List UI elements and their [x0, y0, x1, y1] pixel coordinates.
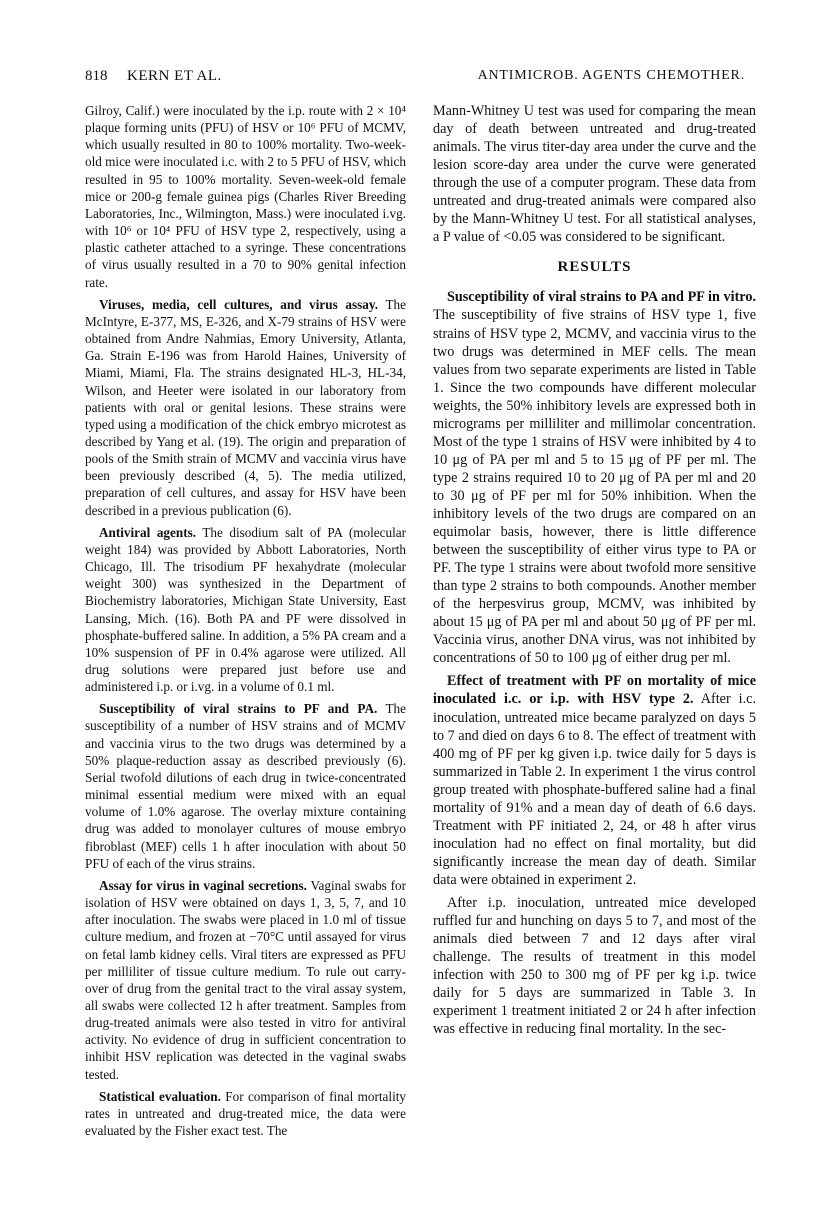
running-header	[85, 68, 745, 90]
section-body: The McIntyre, E-377, MS, E-326, and X-79 strains of HSV were obtained from Andre Nahmias, Emory University, Atlanta, Ga. Strain E-196 was from Harold Haines, University of Miami, Miami, Fla. The strains designated HL-3, HL-34, Wilson, and Heeter were isolated in our laboratory from patients with oral or genital lesions. These strains were typed using a modification of the chick embryo microtest as described by Yang et al. (19). The origin and preparation of pools of the Smith strain of MCMV and vaccinia virus have been previously described (4, 5). The media utilized, preparation of cell cultures, and assay for HSV have been described in a previous publication (6).	[85, 296, 406, 518]
paragraph-ip-inoculation: After i.p. inoculation, untreated mice developed ruffled fur and hunching on days 5 to 7, and most of the animals died between 7 and 12 days after viral challenge. The results of treatment in this model infection with 250 to 300 mg of PF per kg i.p. twice daily for 5 days are summarized in Table 3. In experiment 1 treatment initiated 2 or 24 h after infection was effective in reducing final mortality. In the sec-	[433, 894, 756, 1038]
section-viruses-media	[85, 296, 406, 519]
section-body: Vaginal swabs for isolation of HSV were obtained on days 1, 3, 5, 7, and 10 after inoculation. The swabs were placed in 1.0 ml of tissue culture medium, and frozen at −70°C until assayed for virus on fetal lamb kidney cells. Viral titers are expressed as PFU per milliliter of tissue culture medium. To rule out carry-over of drug from the genital tract to the viral assay system, all swabs were collected 12 h after treatment. Samples from drug-treated animals were also tested in vitro for antiviral activity. No evidence of drug in sufficient concentration to inhibit HSV replication was detected in the vaginal swabs tested.	[85, 877, 406, 1082]
paragraph-statistics-continued: Mann-Whitney U test was used for comparing the mean day of death between untreated and drug-treated animals. The virus titer-day area under the curve and the lesion score-day area under the curve were generated through the use of a computer program. These data from untreated and drug-treated animals were compared also by the Mann-Whitney U test. For all statistical analyses, a P value of <0.05 was considered to be significant.	[433, 103, 756, 246]
section-heading: Effect of treatment with PF on mortality of mice inoculated i.c. or i.p. with HSV type 2.	[433, 673, 756, 708]
section-susceptibility-methods	[85, 700, 406, 872]
section-statistical-evaluation	[85, 1088, 406, 1139]
section-body: The susceptibility of five strains of HSV type 1, five strains of HSV type 2, MCMV, and vaccinia virus to the two drugs was determined in MEF cells. The mean values from two separate experiments are listed in Table 1. Since the two compounds have different molecular weights, the 50% inhibitory levels are expressed both in micrograms per milliliter and millimolar concentration. Most of the type 1 strains of HSV were inhibited by 4 to 10 μg of PA per ml and 5 to 15 μg of PF per ml. The type 2 strains required 10 to 20 μg of PA per ml and 20 to 30 μg of PF per ml for 50% inhibition. When the inhibitory levels of the two drugs are compared on an equimolar basis, however, there is little difference between the susceptibility of either virus type to PA or PF. The type 1 strains were about twofold more sensitive than type 2 strains to both compounds. Another member of the herpesvirus group, MCMV, was inhibited by about 15 μg of PA per ml and about 50 μg of PF per ml. Vaccinia virus, another DNA virus, was not inhibited by concentrations of 50 to 100 μg of either drug per ml.	[433, 307, 756, 667]
section-body: For comparison of final mortality rates in untreated and drug-treated mice, the data were evaluated by the Fisher exact test. The	[85, 1088, 406, 1139]
section-body: After i.c. inoculation, untreated mice became paralyzed on days 5 to 7 and died on days 6 to 8. The effect of treatment with 400 mg of PF per kg given i.p. twice daily for 5 days is summarized in Table 2. In experiment 1 the virus control group treated with phosphate-buffered saline had a final mortality of 91% and a mean day of death of 6.6 days. Treatment with PF initiated 2, 24, or 48 h after virus inoculation had no effect on final mortality, but did significantly increase the mean day of death. Similar data were obtained in experiment 2.	[433, 691, 756, 888]
section-heading: Susceptibility of viral strains to PF and PA.	[99, 701, 378, 717]
section-body: The susceptibility of a number of HSV strains and of MCMV and vaccinia virus to the two drugs was determined by a 50% plaque-reduction assay as described previously (6). Serial twofold dilutions of each drug in twice-concentrated minimal essential medium were mixed with an equal volume of 1.0% agarose. The overlay mixture containing drug was added to monolayer cultures of mouse embryo fibroblast (MEF) cells 1 h after inoculation with about 50 PFU of each of the virus strains.	[85, 701, 406, 871]
journal-name: ANTIMICROB. AGENTS CHEMOTHER.	[477, 68, 745, 83]
paragraph-mice-inoculation: Gilroy, Calif.) were inoculated by the i.p. route with 2 × 10⁴ plaque forming units (PFU) of HSV or 10⁶ PFU of MCMV, which usually resulted in 80 to 100% mortality. Two-week-old mice were inoculated i.c. with 2 to 5 PFU of HSV, which resulted in 95 to 100% mortality. Seven-week-old female mice or 200-g female guinea pigs (Charles River Breeding Laboratories, Inc., Wilmington, Mass.) were inoculated i.vg. with 10⁶ or 10⁴ PFU of HSV type 2, respectively, using a plastic catheter attached to a syringe. These concentrations of virus usually resulted in a 70 to 90% genital infection rate.	[85, 103, 406, 290]
section-heading: Viruses, media, cell cultures, and virus assay.	[99, 296, 379, 312]
page-number: 818	[85, 68, 108, 84]
section-body: The disodium salt of PA (molecular weight 184) was provided by Abbott Laboratories, North Chicago, Ill. The trisodium PF hexahydrate (molecular weight 300) was synthesized in the Department of Biochemistry laboratories, Michigan State University, East Lansing, Mich. (16). Both PA and PF were dissolved in phosphate-buffered saline. In addition, a 5% PA cream and a 10% suspension of PF in 0.4% agarose were utilized. All drug solutions were prepared just before use and administered i.p. or i.vg. in a volume of 0.1 ml.	[85, 524, 406, 695]
running-authors: KERN ET AL.	[127, 68, 222, 84]
section-mortality-results	[433, 672, 756, 889]
section-heading: Statistical evaluation.	[99, 1088, 221, 1104]
section-susceptibility-results	[433, 288, 756, 667]
results-heading: RESULTS	[557, 259, 632, 276]
section-vaginal-assay	[85, 877, 406, 1083]
section-heading: Antiviral agents.	[99, 524, 197, 540]
left-column	[85, 102, 406, 1144]
section-heading: Susceptibility of viral strains to PA and PF in vitro.	[447, 289, 756, 306]
right-column	[433, 102, 756, 1043]
section-heading: Assay for virus in vaginal secretions.	[99, 877, 307, 893]
section-antiviral-agents	[85, 524, 406, 696]
